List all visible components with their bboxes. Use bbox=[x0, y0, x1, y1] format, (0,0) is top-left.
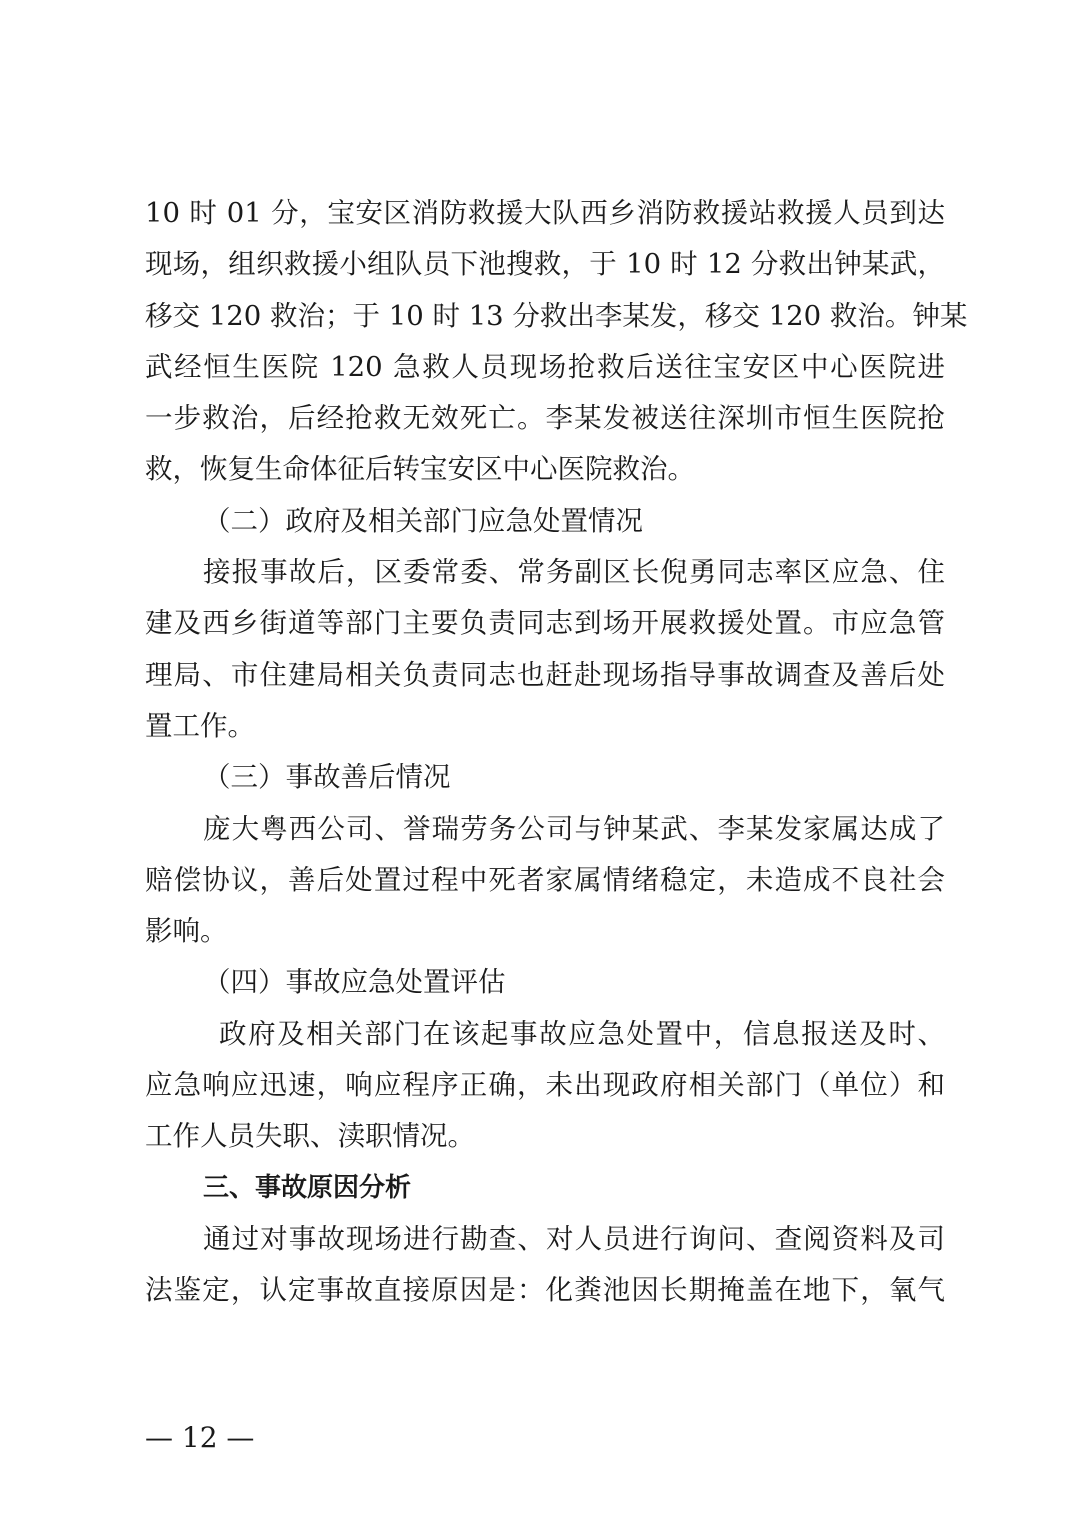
text-line: 理局、市住建局相关负责同志也赶赴现场指导事故调查及善后处 bbox=[145, 658, 945, 691]
paragraph-aftermath bbox=[145, 804, 945, 958]
paragraph-rescue-details bbox=[145, 188, 968, 496]
page-number: — 12 — bbox=[145, 1421, 255, 1454]
text-line: 移交 120 救治；于 10 时 13 分救出李某发，移交 120 救治。钟某 bbox=[145, 299, 968, 332]
paragraph-government-response bbox=[145, 547, 945, 752]
text-line: 置工作。 bbox=[145, 709, 255, 742]
text-line: 庞大粤西公司、誉瑞劳务公司与钟某武、李某发家属达成了 bbox=[203, 812, 945, 845]
text-line: 救，恢复生命体征后转宝安区中心医院救治。 bbox=[145, 453, 695, 486]
text-line: 一步救治，后经抢救无效死亡。李某发被送往深圳市恒生医院抢 bbox=[145, 402, 945, 435]
text-line: 应急响应迅速，响应程序正确，未出现政府相关部门（单位）和 bbox=[145, 1069, 945, 1102]
text-line: 武经恒生医院 120 急救人员现场抢救后送往宝安区中心医院进 bbox=[145, 350, 945, 383]
text-line: 工作人员失职、渎职情况。 bbox=[145, 1120, 475, 1153]
text-line: 影响。 bbox=[145, 915, 228, 948]
text-line: 赔偿协议，善后处置过程中死者家属情绪稳定，未造成不良社会 bbox=[145, 863, 945, 896]
text-line: 政府及相关部门在该起事故应急处置中，信息报送及时、 bbox=[219, 1017, 945, 1050]
paragraph-cause-analysis bbox=[145, 1214, 945, 1317]
text-line: 通过对事故现场进行勘查、对人员进行询问、查阅资料及司 bbox=[203, 1222, 945, 1255]
section-heading-response-evaluation: （四）事故应急处置评估 bbox=[203, 966, 506, 999]
section-heading-aftermath: （三）事故善后情况 bbox=[203, 761, 451, 794]
chapter-heading-cause-analysis: 三、事故原因分析 bbox=[203, 1172, 412, 1203]
section-heading-government-response: （二）政府及相关部门应急处置情况 bbox=[203, 504, 643, 537]
text-line: 10 时 01 分，宝安区消防救援大队西乡消防救援站救援人员到达 bbox=[145, 197, 945, 229]
text-line: 建及西乡街道等部门主要负责同志到场开展救援处置。市应急管 bbox=[145, 607, 945, 640]
paragraph-response-evaluation bbox=[145, 1009, 945, 1163]
text-line: 法鉴定，认定事故直接原因是：化粪池因长期掩盖在地下，氧气 bbox=[145, 1274, 945, 1307]
text-line: 接报事故后，区委常委、常务副区长倪勇同志率区应急、住 bbox=[203, 556, 945, 589]
document-body bbox=[145, 188, 968, 1317]
text-line: 现场，组织救援小组队员下池搜救，于 10 时 12 分救出钟某武， bbox=[145, 248, 945, 281]
